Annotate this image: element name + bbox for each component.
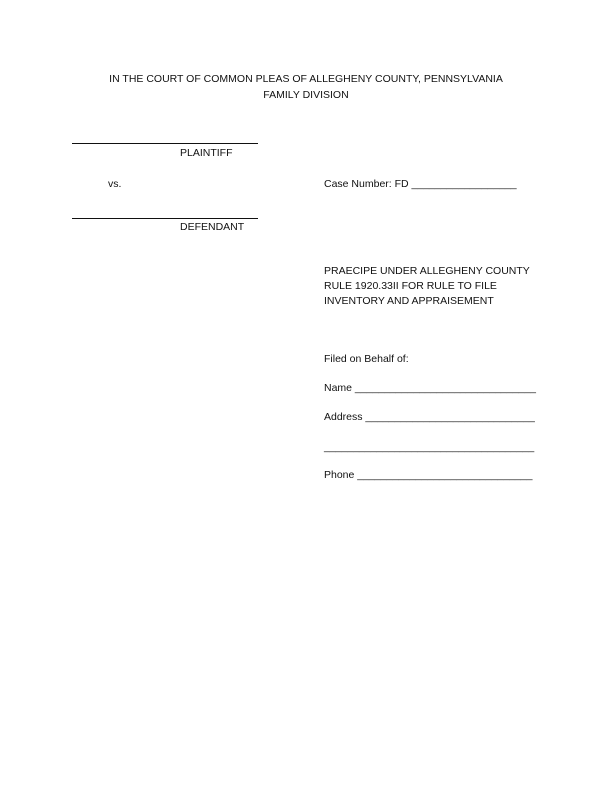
versus-label: vs. — [108, 178, 122, 190]
address-line-2-field: ____________________________________ — [324, 441, 535, 453]
defendant-label: DEFENDANT — [180, 221, 245, 233]
name-field: Name _______________________________ — [324, 382, 536, 394]
defendant-signature-line — [72, 218, 258, 219]
phone-field: Phone ______________________________ — [324, 469, 533, 481]
division-heading: FAMILY DIVISION — [263, 89, 349, 101]
case-number-field: Case Number: FD __________________ — [324, 178, 517, 190]
plaintiff-signature-line — [72, 143, 258, 144]
filed-on-behalf-label: Filed on Behalf of: — [324, 353, 409, 365]
document-title-line-2: RULE 1920.33II FOR RULE TO FILE — [324, 280, 497, 292]
plaintiff-label: PLAINTIFF — [180, 147, 233, 159]
court-heading: IN THE COURT OF COMMON PLEAS OF ALLEGHENY COUNTY, PENNSYLVANIA — [109, 73, 503, 85]
address-field: Address _____________________________ — [324, 411, 535, 423]
document-title-line-3: INVENTORY AND APPRAISEMENT — [324, 295, 494, 307]
document-title-line-1: PRAECIPE UNDER ALLEGHENY COUNTY — [324, 265, 530, 277]
